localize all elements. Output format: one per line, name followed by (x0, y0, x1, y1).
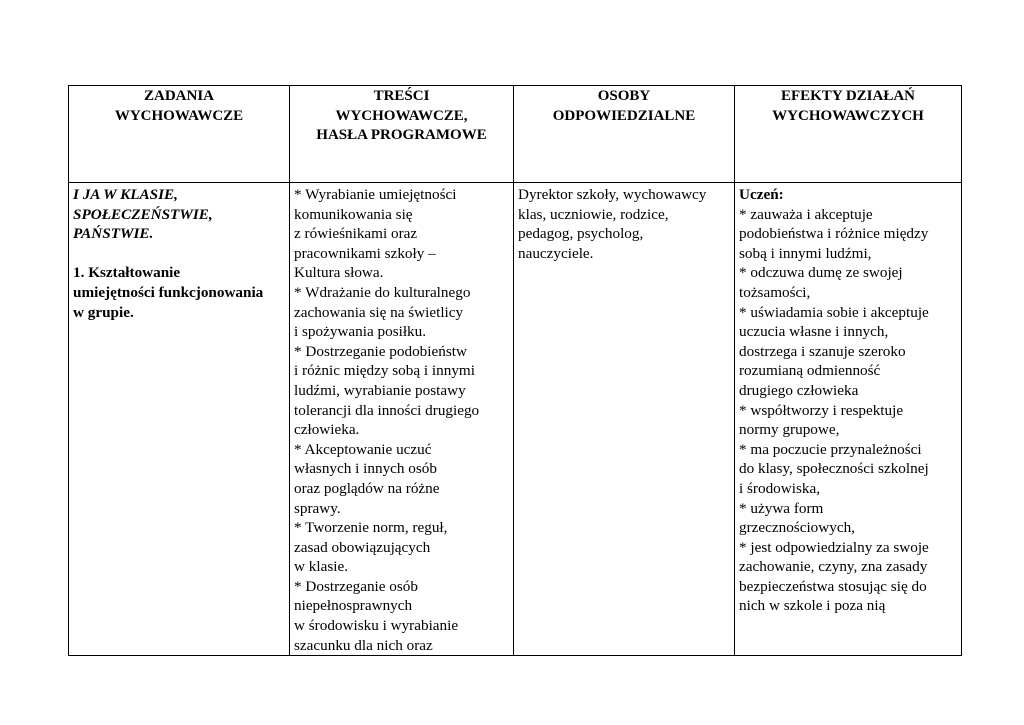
tresci-line: pracownikami szkoły – (294, 244, 436, 262)
tresci-line: ludźmi, wyrabianie postawy (294, 381, 466, 399)
efekty-line: normy grupowe, (739, 421, 840, 439)
tresci-line: * Akceptowanie uczuć (294, 440, 432, 458)
header-osoby (514, 86, 735, 183)
zadania-title-line: SPOŁECZEŃSTWIE, (73, 205, 213, 223)
header-line: EFEKTY DZIAŁAŃ (780, 88, 916, 104)
tresci-line: sprawy. (294, 499, 341, 517)
tresci-line: Kultura słowa. (294, 264, 384, 282)
efekty-line: sobą i innymi ludźmi, (739, 244, 872, 262)
efekty-line: * uświadamia sobie i akceptuje (739, 303, 929, 321)
header-line: ZADANIA (143, 88, 214, 104)
efekty-heading: Uczeń: (739, 186, 784, 203)
tresci-line: zasad obowiązujących (294, 538, 431, 556)
tresci-line: własnych i innych osób (294, 460, 437, 478)
spacer (73, 244, 285, 264)
cell-efekty (735, 183, 962, 656)
tresci-line: * Wyrabianie umiejętności (294, 186, 457, 203)
efekty-line: rozumianą odmienność (739, 362, 881, 380)
efekty-line: * odczuwa dumę ze swojej (739, 264, 903, 282)
osoby-line: klas, uczniowie, rodzice, (518, 205, 669, 223)
header-line: HASŁA PROGRAMOWE (316, 127, 487, 144)
header-line: TREŚCI (373, 88, 430, 104)
cell-tresci (290, 183, 514, 656)
tresci-line: w środowisku i wyrabianie (294, 617, 459, 635)
efekty-line: do klasy, społeczności szkolnej (739, 460, 929, 478)
header-zadania (69, 86, 290, 183)
efekty-line: uczucia własne i innych, (739, 323, 889, 341)
header-line: WYCHOWAWCZE (114, 107, 244, 124)
zadania-subtitle-line: umiejętności funkcjonowania (73, 283, 264, 301)
table-header-row (69, 86, 962, 183)
efekty-line: grzecznościowych, (739, 519, 855, 537)
tresci-line: * Dostrzeganie podobieństw (294, 342, 467, 360)
header-efekty (735, 86, 962, 183)
efekty-line: * ma poczucie przynależności (739, 440, 922, 458)
efekty-line: zachowanie, czyny, zna zasady (739, 558, 928, 576)
tresci-line: i spożywania posiłku. (294, 323, 427, 341)
efekty-line: i środowiska, (739, 479, 820, 497)
tresci-line: * Tworzenie norm, reguł, (294, 519, 448, 537)
header-line: WYCHOWAWCZE, (335, 107, 468, 124)
header-tresci (290, 86, 514, 183)
tresci-line: w klasie. (294, 558, 348, 576)
efekty-line: * zauważa i akceptuje (739, 205, 873, 223)
header-line: WYCHOWAWCZYCH (772, 107, 924, 124)
cell-osoby (514, 183, 735, 656)
osoby-line: pedagog, psycholog, (518, 225, 644, 243)
osoby-line: nauczyciele. (518, 244, 594, 262)
tresci-line: szacunku dla nich oraz (294, 636, 433, 654)
tresci-line: komunikowania się (294, 205, 413, 223)
tresci-line: * Dostrzeganie osób (294, 577, 418, 595)
zadania-title-line: I JA W KLASIE, (73, 186, 178, 203)
tresci-line: z rówieśnikami oraz (294, 225, 418, 243)
efekty-line: drugiego człowieka (739, 381, 859, 399)
tresci-line: niepełnosprawnych (294, 597, 413, 615)
osoby-line: Dyrektor szkoły, wychowawcy (518, 186, 707, 203)
efekty-line: dostrzega i szanuje szeroko (739, 342, 906, 360)
efekty-line: tożsamości, (739, 283, 811, 301)
tresci-line: zachowania się na świetlicy (294, 303, 464, 321)
zadania-subtitle-line: w grupie. (73, 303, 134, 321)
table-row (69, 183, 962, 656)
header-line: OSOBY (597, 88, 651, 104)
tresci-line: oraz poglądów na różne (294, 479, 440, 497)
zadania-subtitle-line: 1. Kształtowanie (73, 264, 181, 282)
efekty-list (739, 205, 957, 616)
efekty-line: * używa form (739, 499, 824, 517)
tresci-line: i różnic między sobą i innymi (294, 362, 475, 380)
efekty-line: * współtworzy i respektuje (739, 401, 904, 419)
efekty-line: * jest odpowiedzialny za swoje (739, 538, 929, 556)
efekty-line: nich w szkole i poza nią (739, 597, 886, 615)
tresci-line: tolerancji dla inności drugiego (294, 401, 480, 419)
tresci-line: człowieka. (294, 421, 360, 439)
education-plan-table (68, 85, 962, 656)
header-line: ODPOWIEDZIALNE (552, 107, 696, 124)
cell-zadania (69, 183, 290, 656)
efekty-line: podobieństwa i różnice między (739, 225, 929, 243)
zadania-title-line: PAŃSTWIE. (73, 225, 154, 243)
efekty-line: bezpieczeństwa stosując się do (739, 577, 927, 595)
tresci-line: * Wdrażanie do kulturalnego (294, 283, 471, 301)
